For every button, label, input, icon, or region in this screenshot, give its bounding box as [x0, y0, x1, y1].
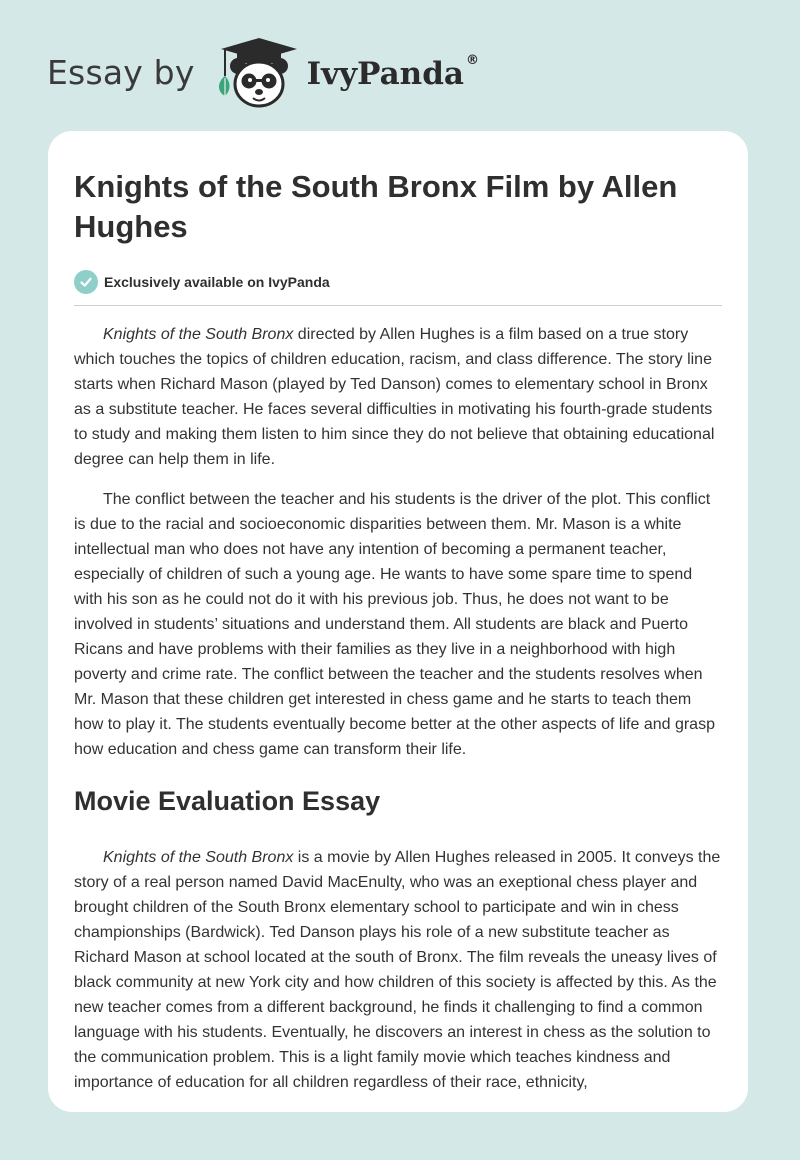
paragraph-intro-text: directed by Allen Hughes is a film based on a true story which touches the topics of children education, racism, and class difference. The story line starts when Richard Mason (played by Ted Danson) comes to elementary school in Bronx as a substitute teacher. He faces several difficulties in motivating his fourth-grade students to study and making them listen to him since they do not believe that obtaining educational degree can help them in life. — [74, 326, 715, 468]
paragraph-conflict: The conflict between the teacher and his students is the driver of the plot. This conflict is due to the racial and socioeconomic disparities between them. Mr. Mason is a white intellectual man who does not have any intention of becoming a permanent teacher, especially of children of such a young age. He wants to have some spare time to spend with his son as he could not do it with his previous job. Thus, he does not want to be involved in students’ situations and understand them. All students are black and Puerto Ricans and have problems with their families as they live in a neighborhood with high poverty and crime rate. The conflict between the teacher and the students resolves when Mr. Mason that these children get interested in chess game and he starts to teach them how to play it. The students eventually become better at the other aspects of life and grasp how education and chess game can transform their life. — [74, 491, 715, 758]
page-title: Knights of the South Bronx Film by Allen Hughes — [74, 169, 678, 244]
divider — [74, 305, 722, 306]
exclusive-badge — [74, 268, 724, 296]
film-title-italic: Knights of the South Bronx — [103, 849, 294, 866]
check-icon — [74, 270, 98, 294]
essay-content — [74, 167, 724, 1095]
paragraph-intro — [74, 322, 724, 472]
section-heading: Movie Evaluation Essay — [74, 786, 381, 816]
panda-logo-icon[interactable] — [213, 36, 299, 112]
registered-mark: ® — [465, 52, 479, 68]
brand-header — [47, 34, 479, 114]
film-title-italic: Knights of the South Bronx — [103, 326, 294, 343]
paragraph-evaluation-text: is a movie by Allen Hughes released in 2005. It conveys the story of a real person named David MacEnulty, who was an exeptional chess player and brought children of the South Bronx elementary school to participate and win in chess championships (Bardwick). Ted Danson plays his role of a new substitute teacher as Richard Mason at school located at the south of Bronx. The film reveals the uneasy lives of black community at new York city and how children of this society is affected by this. As the new teacher comes from a different background, he finds it challenging to find a common language with his students. Eventually, he discovers an interest in chess as the solution to the communication problem. This is a light family movie which teaches kindness and importance of education for all children regardless of their race, ethnicity, — [74, 849, 721, 1091]
brand-name[interactable]: IvyPanda — [306, 56, 464, 92]
brand-prefix: Essay by — [47, 52, 195, 92]
paragraph-evaluation — [74, 845, 724, 1095]
exclusive-badge-text: Exclusively available on IvyPanda — [104, 274, 330, 290]
essay-card — [48, 131, 748, 1112]
